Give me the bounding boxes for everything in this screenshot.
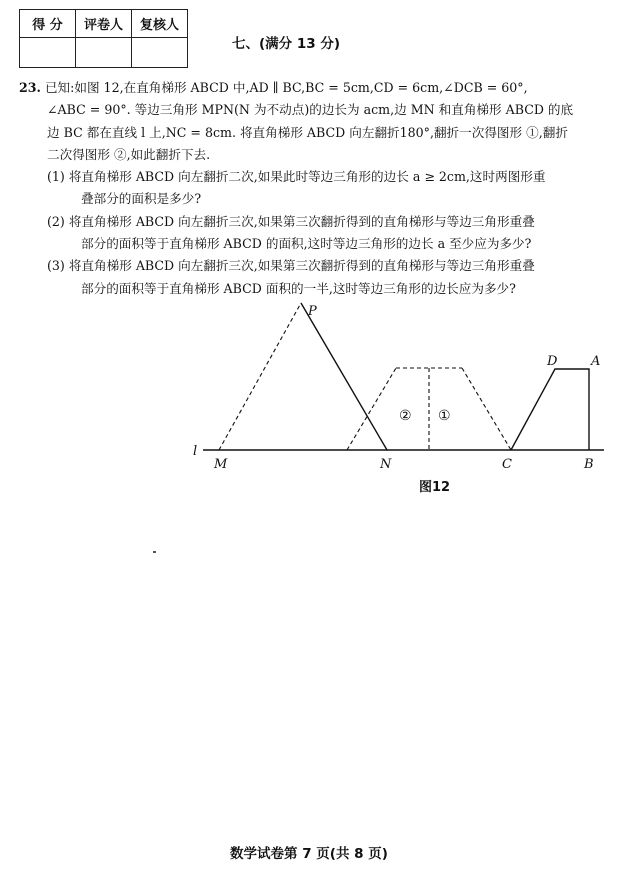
problem-number: 23. — [19, 80, 41, 95]
sub-question-2: (2) 将直角梯形 ABCD 向左翻折三次,如果第三次翻折得到的直角梯形与等边三角形重叠 — [47, 213, 535, 229]
sub-question-3-cont: 部分的面积等于直角梯形 ABCD 面积的一半,这时等边三角形的边长应为多少? — [81, 280, 516, 296]
label-M: M — [214, 457, 228, 472]
grader-header: 评卷人 — [76, 10, 132, 38]
section-title: 七、(满分 13 分) — [232, 36, 341, 52]
label-l: l — [193, 444, 198, 459]
side-PN — [301, 303, 387, 450]
region-label-2: ② — [399, 408, 412, 424]
grader-cell[interactable] — [76, 38, 132, 68]
label-C: C — [502, 457, 512, 472]
label-B: B — [584, 457, 594, 472]
sub-question-1-cont: 叠部分的面积是多少? — [81, 191, 202, 207]
fold1-right-side — [462, 368, 511, 450]
stem-line-3: 边 BC 都在直线 l 上,NC = 8cm. 将直角梯形 ABCD 向左翻折180°,翻折一次得图形 ①,翻折 — [47, 124, 568, 140]
label-A: A — [591, 354, 601, 369]
fold2-left-side — [347, 368, 396, 450]
stem-line-2: ∠ABC = 90°. 等边三角形 MPN(N 为不动点)的边长为 acm,边 MN 和直角梯形 ABCD 的底 — [47, 102, 574, 118]
score-cell[interactable] — [20, 38, 76, 68]
label-D: D — [547, 354, 558, 369]
stem-line-1: 23. 已知:如图 12,在直角梯形 ABCD 中,AD ∥ BC,BC = 5cm,CD = 6cm,∠DCB = 60°, — [19, 80, 528, 95]
sub-question-2-cont: 部分的面积等于直角梯形 ABCD 的面积,这时等边三角形的边长 a 至少应为多少? — [81, 236, 532, 252]
reviewer-cell[interactable] — [132, 38, 188, 68]
problem-23 — [19, 77, 613, 300]
score-table — [19, 9, 188, 68]
stem-line-4: 二次得图形 ②,如此翻折下去. — [47, 146, 211, 162]
figure-caption: 图12 — [419, 480, 451, 495]
figure-12 — [190, 292, 610, 477]
trapezoid-ABCD — [511, 369, 589, 450]
side-MP — [219, 303, 301, 450]
reviewer-header: 复核人 — [132, 10, 188, 38]
stray-mark — [153, 551, 156, 553]
score-header: 得 分 — [20, 10, 76, 38]
page-footer: 数学试卷第 7 页(共 8 页) — [230, 846, 388, 862]
sub-question-3: (3) 将直角梯形 ABCD 向左翻折三次,如果第三次翻折得到的直角梯形与等边三角形重叠 — [47, 258, 535, 274]
label-P: P — [308, 304, 317, 319]
region-label-1: ① — [438, 408, 451, 424]
sub-question-1: (1) 将直角梯形 ABCD 向左翻折二次,如果此时等边三角形的边长 a ≥ 2cm,这时两图形重 — [47, 169, 546, 185]
label-N: N — [380, 457, 392, 472]
